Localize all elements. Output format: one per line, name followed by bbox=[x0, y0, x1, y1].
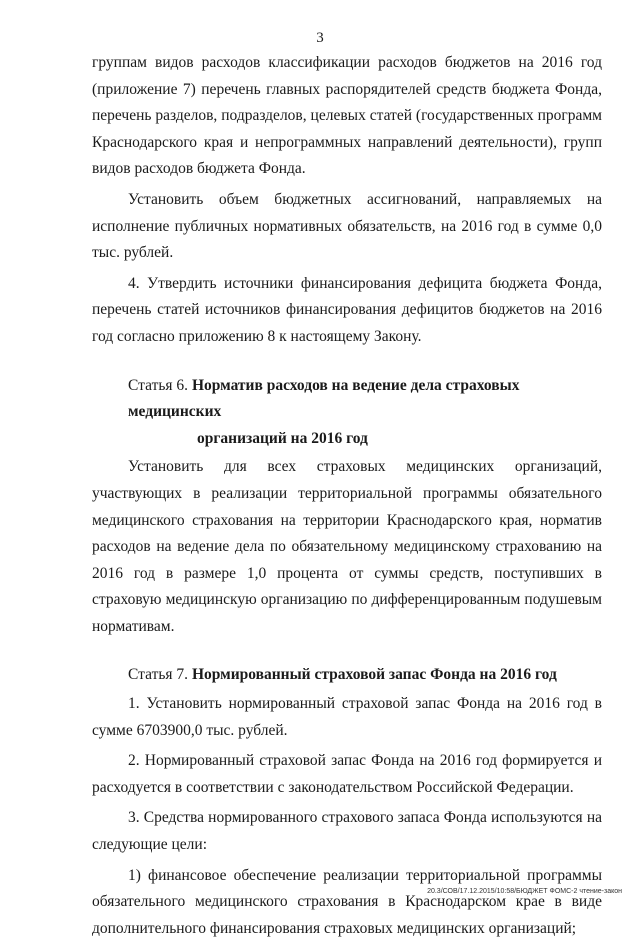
article-6-title-line2: организаций на 2016 год bbox=[197, 429, 368, 447]
paragraph-continuation: группам видов расходов классификации расходов бюджетов на 2016 год (приложение 7) перечень главных распорядителей средств бюджета Фонда, перечень разделов, подразделов, целевых статей (государственных программ Краснодарского края и непрограммных направлений деятельности), групп видов расходов бюджета Фонда. bbox=[92, 54, 602, 178]
article-7-item-2: 2. Нормированный страховой запас Фонда на 2016 год формируется и расходуется в соответствии с законодательством Российской Федерации. bbox=[92, 752, 602, 796]
article-7-item-4: 1) финансовое обеспечение реализации территориальной программы обязательного медицинского страхования в Краснодарском крае в виде дополнительного финансирования страховых медицинских организаций; bbox=[92, 866, 602, 937]
article-6-heading bbox=[92, 373, 602, 453]
article-6-title-line1: Норматив расходов на ведение дела страховых медицинских bbox=[128, 376, 520, 421]
document-body bbox=[92, 50, 602, 946]
article-7-title: Нормированный страховой запас Фонда на 2016 год bbox=[191, 666, 557, 684]
article-7-item-1: 1. Установить нормированный страховой запас Фонда на 2016 год в сумме 6703900,0 тыс. рублей. bbox=[92, 695, 602, 739]
article-6-body: Установить для всех страховых медицинских организаций, участвующих в реализации территориальной программы обязательного медицинского страхования на территории Краснодарского края, норматив расходов на ведение дела по обязательному медицинскому страхованию на 2016 год в размере 1,0 процента от суммы средств, поступивших в страховую медицинскую организацию по дифференцированным подушевым нормативам. bbox=[92, 458, 602, 635]
paragraph-deficit-sources: 4. Утвердить источники финансирования дефицита бюджета Фонда, перечень статей источников финансирования дефицитов бюджетов на 2016 год согласно приложению 8 к настоящему Закону. bbox=[92, 274, 602, 345]
paragraph-budget-allocations: Установить объем бюджетных ассигнований, направляемых на исполнение публичных нормативных обязательств, на 2016 год в сумме 0,0 тыс. рублей. bbox=[92, 190, 602, 262]
article-7-heading bbox=[92, 662, 602, 689]
page-number: 3 bbox=[316, 30, 324, 46]
article-6-prefix: Статья 6. bbox=[128, 376, 189, 394]
footer-document-code: 20.3/СОВ/17.12.2015/10:58/БЮДЖЕТ ФОМС-2 чтение-закон bbox=[427, 888, 622, 895]
article-7-prefix: Статья 7. bbox=[128, 666, 189, 684]
article-7-item-3: 3. Средства нормированного страхового запаса Фонда используются на следующие цели: bbox=[92, 809, 602, 854]
